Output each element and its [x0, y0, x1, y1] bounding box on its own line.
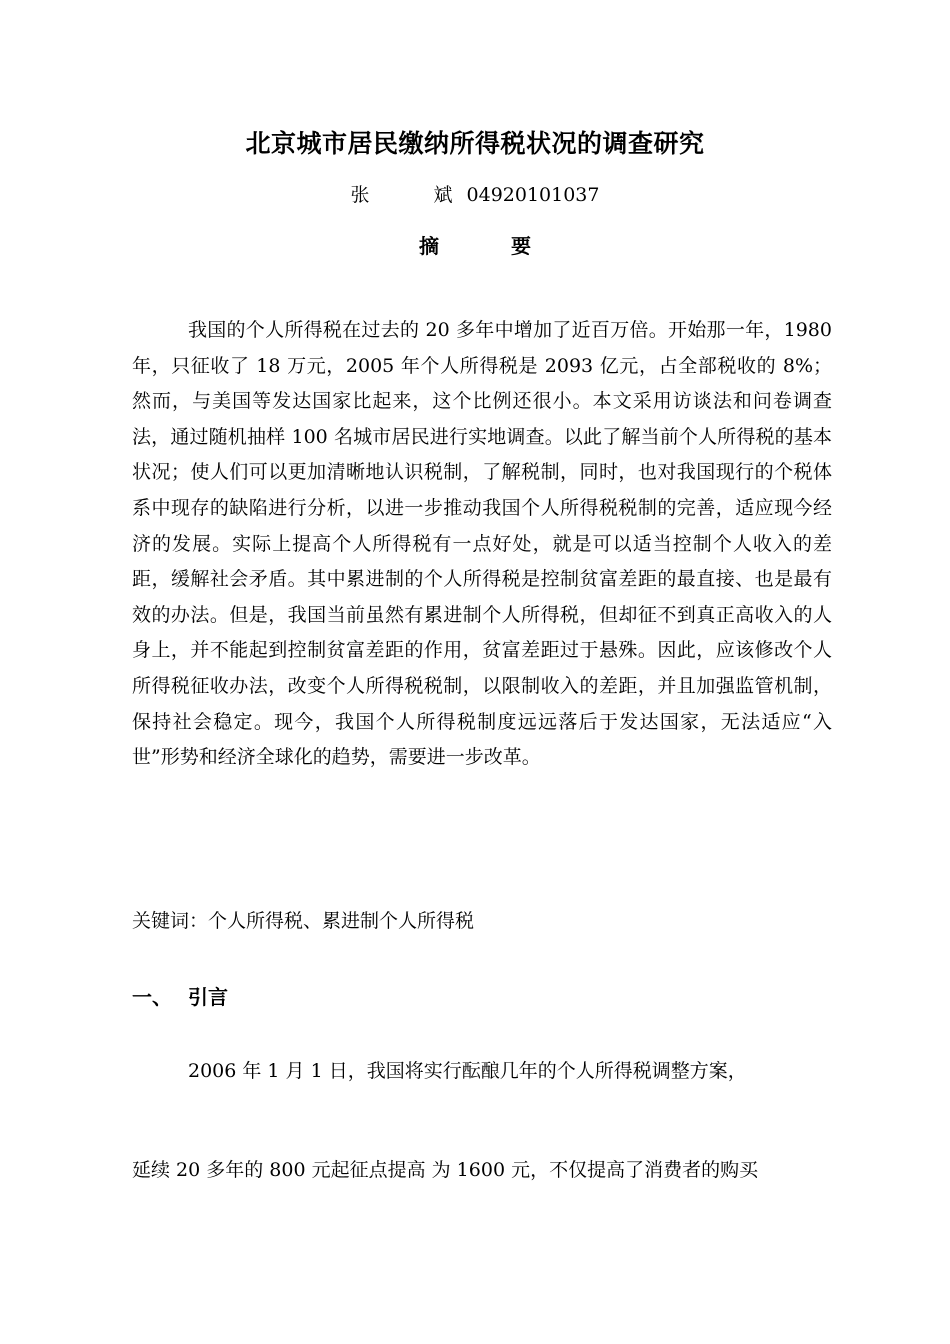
keywords-line: 关键词：个人所得税、累进制个人所得税 [132, 910, 475, 932]
intro-paragraph-line-2: 延续 20 多年的 800 元起征点提高 为 1600 元，不仅提高了消费者的购买 [132, 1159, 759, 1181]
abstract-heading-char-1: 摘 [419, 234, 439, 258]
author-given-name: 斌 [433, 184, 453, 206]
author-line [0, 180, 950, 207]
abstract-body: 我国的个人所得税在过去的 20 多年中增加了近百万倍。开始那一年，1980 年，只征收了 18 万元，2005 年个人所得税是 2093 亿元，占全部税收的 8%；然而，与美国等发达国家比起来，这个比例还很小。本文采用访谈法和问卷调查法，通过随机抽样 100 名城市居民进行实地调查。以此了解当前个人所得税的基本状况；使人们可以更加清晰地认识税制，了解税制，同时，也对我国现行的个税体系中现存的缺陷进行分析，以进一步推动我国个人所得税税制的完善，适应现今经济的发展。实际上提高个人所得税有一点好处，就是可以适当控制个人收入的差距，缓解社会矛盾。其中累进制的个人所得税是控制贫富差距的最直接、也是最有效的办法。但是，我国当前虽然有累进制个人所得税，但却征不到真正高收入的人身上，并不能起到控制贫富差距的作用，贫富差距过于悬殊。因此，应该修改个人所得税征收办法，改变个人所得税税制，以限制收入的差距，并且加强监管机制，保持社会稳定。现今，我国个人所得税制度远远落后于发达国家，无法适应“入世”形势和经济全球化的趋势，需要进一步改革。 [132, 319, 832, 769]
section-heading [132, 981, 228, 1010]
abstract-heading [0, 230, 950, 259]
section-number: 一、 [132, 985, 172, 1009]
intro-paragraph-line-1: 2006 年 1 月 1 日，我国将实行酝酿几年的个人所得税调整方案， [188, 1060, 747, 1082]
abstract-heading-char-2: 要 [511, 234, 531, 258]
author-student-id: 04920101037 [466, 184, 600, 206]
document-title: 北京城市居民缴纳所得税状况的调查研究 [245, 129, 705, 158]
author-surname: 张 [350, 184, 370, 206]
section-title: 引言 [188, 985, 228, 1009]
